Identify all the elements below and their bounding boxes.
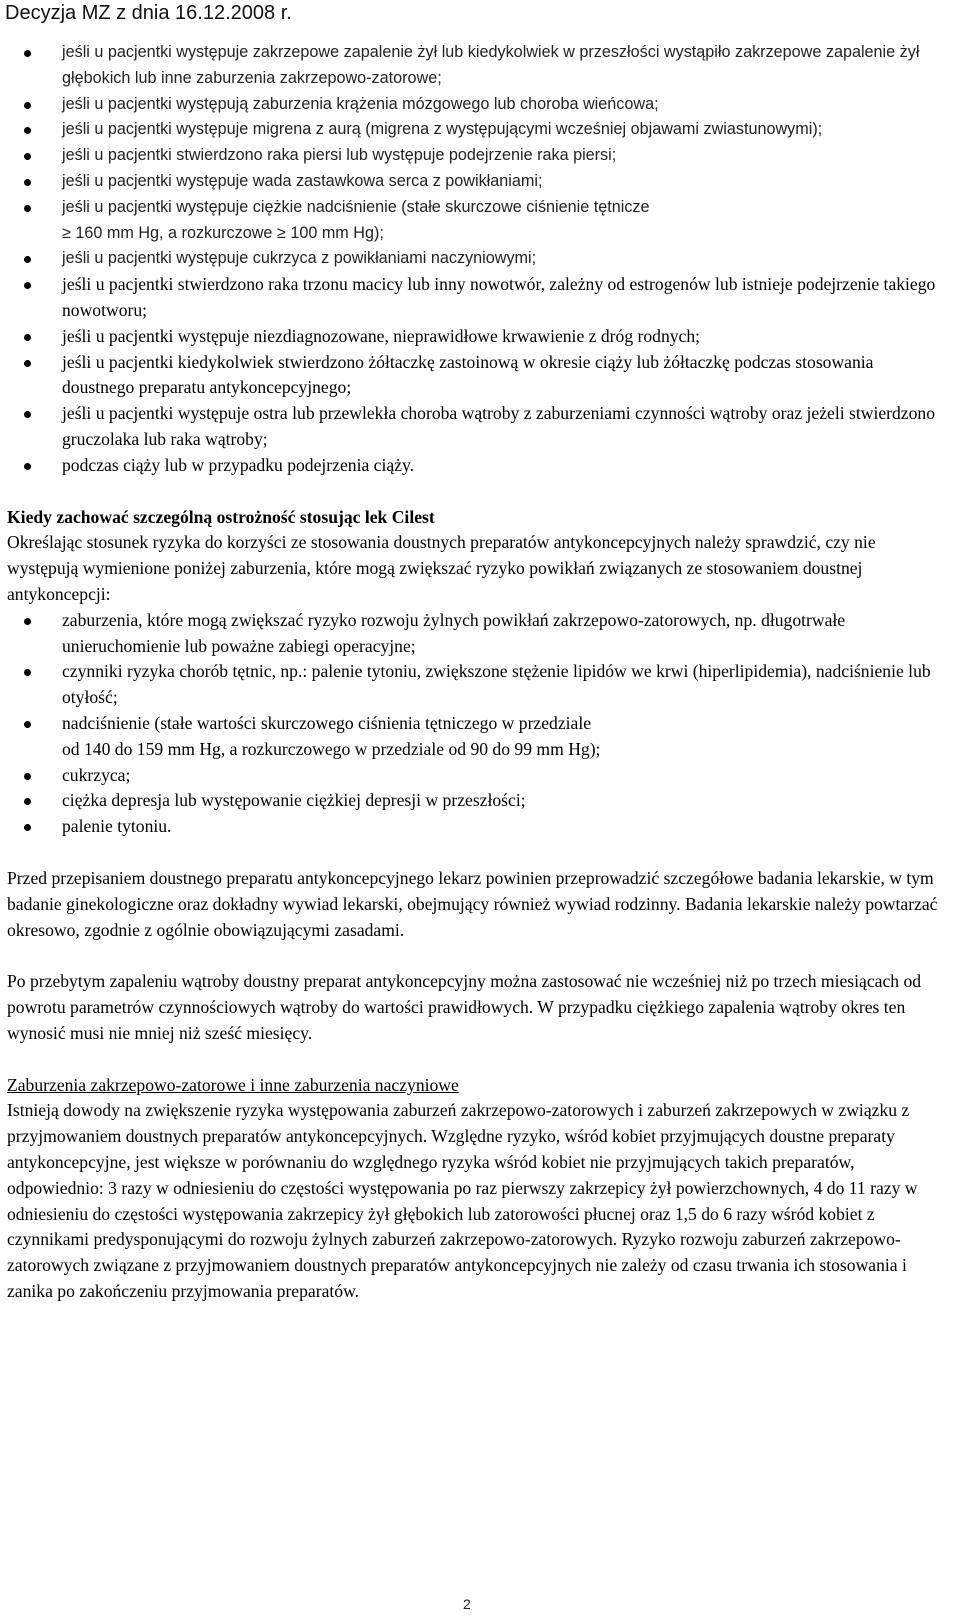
page-header-title: Decyzja MZ z dnia 16.12.2008 r. [5,2,292,24]
exam-paragraph: Przed przepisaniem doustnego preparatu antykoncepcyjnego lekarz powinien przeprowadzić szczegółowe badania lekarskie, w tym badanie ginekologiczne oraz dokładny wywiad lekarski, obejmujący również wywiad rodzinny. Badania lekarskie należy powtarzać okresowo, zgodnie z ogólnie obowiązującymi zasadami. [7,867,938,940]
hypertension-range-values: od 140 do 159 mm Hg, a rozkurczowego w przedziale od 90 do 99 mm Hg); [62,738,601,759]
list-item: jeśli u pacjentki występują zaburzenia krążenia mózgowego lub choroba wieńcowa; [7,92,947,118]
list-item: jeśli u pacjentki stwierdzono raka trzonu macicy lub inny nowotwór, zależny od estrogenów lub istnieje podejrzenie takiego nowotworu; [7,272,947,324]
list-item: podczas ciąży lub w przypadku podejrzenia ciąży. [7,453,947,479]
geq-symbol: ≥ [276,223,286,242]
thrombo-paragraph: Istnieją dowody na zwiększenie ryzyka występowania zaburzeń zakrzepowo-zatorowych i zaburzeń zakrzepowych w związku z przyjmowaniem doustnych preparatów antykoncepcyjnych. Względne ryzyko, wśród kobiet przyjmujących doustne preparaty antykoncepcyjne, jest większe w porównaniu do względnego ryzyka wśród kobiet nie przyjmujących takich preparatów, odpowiednio: 3 razy w odniesieniu do częstości występowania po raz pierwszy zakrzepicy żył powierzchownych, 4 do 11 razy w odniesieniu do częstości występowania zakrzepicy żył głębokich lub zatorowości płucnej oraz 1,5 do 6 razy wśród kobiet z czynnikami predysponującymi do rozwoju żylnych zaburzeń zakrzepowo-zatorowych. Ryzyko rozwoju zaburzeń zakrzepowo-zatorowych związane z przyjmowaniem doustnych preparatów antykoncepcyjnych nie zależy od czasu trwania ich stosowania i zanika po zakończeniu przyjmowania preparatów. [7,1100,918,1302]
caution-heading: Kiedy zachować szczególną ostrożność stosując lek Cilest [7,506,435,527]
list-item: jeśli u pacjentki występuje wada zastawkowa serca z powikłaniami; [7,169,947,195]
list-item: cukrzyca; [7,763,947,789]
list-item: ciężka depresja lub występowanie ciężkiej depresji w przeszłości; [7,788,947,814]
caution-list [7,608,947,840]
caution-intro: Określając stosunek ryzyka do korzyści ze stosowania doustnych preparatów antykoncepcyjnych należy sprawdzić, czy nie występują wymienione poniżej zaburzenia, które mogą zwiększać ryzyko powikłań związanych ze stosowaniem doustnej antykoncepcji: [7,532,876,604]
systolic-value: 160 mm Hg, a rozkurczowe [75,223,273,242]
geq-symbol: ≥ [62,223,71,242]
diastolic-value: 100 mm Hg); [290,223,384,242]
list-item: zaburzenia, które mogą zwiększać ryzyko rozwoju żylnych powikłań zakrzepowo-zatorowych, np. długotrwałe unieruchomienie lub poważne zabiegi operacyjne; [7,608,947,660]
hypertension-text: jeśli u pacjentki występuje ciężkie nadciśnienie (stałe skurczowe ciśnienie tętnicze [62,197,650,216]
list-item-hypertension [7,195,947,247]
list-item: jeśli u pacjentki występuje migrena z aurą (migrena z występującymi wcześniej objawami zwiastunowymi); [7,117,947,143]
list-item: czynniki ryzyka chorób tętnic, np.: palenie tytoniu, zwiększone stężenie lipidów we krwi (hiperlipidemia), nadciśnienie lub otyłość; [7,659,947,711]
list-item: jeśli u pacjentki występuje cukrzyca z powikłaniami naczyniowymi; [7,246,947,272]
list-item: jeśli u pacjentki występuje niezdiagnozowane, nieprawidłowe krwawienie z dróg rodnych; [7,324,947,350]
list-item: jeśli u pacjentki występuje ostra lub przewlekła choroba wątroby z zaburzeniami czynności wątroby oraz jeżeli stwierdzono gruczolaka lub raka wątroby; [7,401,947,453]
page-number: 2 [463,1596,471,1612]
thrombo-heading: Zaburzenia zakrzepowo-zatorowe i inne zaburzenia naczyniowe [7,1074,459,1095]
document-body [7,40,947,1305]
contraindications-list [7,40,947,479]
list-item: jeśli u pacjentki stwierdzono raka piersi lub występuje podejrzenie raka piersi; [7,143,947,169]
liver-paragraph: Po przebytym zapaleniu wątroby doustny preparat antykoncepcyjny można zastosować nie wcześniej niż po trzech miesiącach od powrotu parametrów czynnościowych wątroby do wartości prawidłowych. W przypadku ciężkiego zapalenia wątroby okres ten wynosić musi nie mniej niż sześć miesięcy. [7,971,922,1043]
hypertension-range-text: nadciśnienie (stałe wartości skurczowego ciśnienia tętniczego w przedziale [62,712,592,733]
list-item: palenie tytoniu. [7,814,947,840]
list-item-hypertension-range [7,711,947,763]
list-item: jeśli u pacjentki kiedykolwiek stwierdzono żółtaczkę zastoinową w okresie ciąży lub żółtaczkę podczas stosowania doustnego preparatu antykoncepcyjnego; [7,350,947,402]
list-item: jeśli u pacjentki występuje zakrzepowe zapalenie żył lub kiedykolwiek w przeszłości wystąpiło zakrzepowe zapalenie żył głębokich lub inne zaburzenia zakrzepowo-zatorowe; [7,40,947,92]
